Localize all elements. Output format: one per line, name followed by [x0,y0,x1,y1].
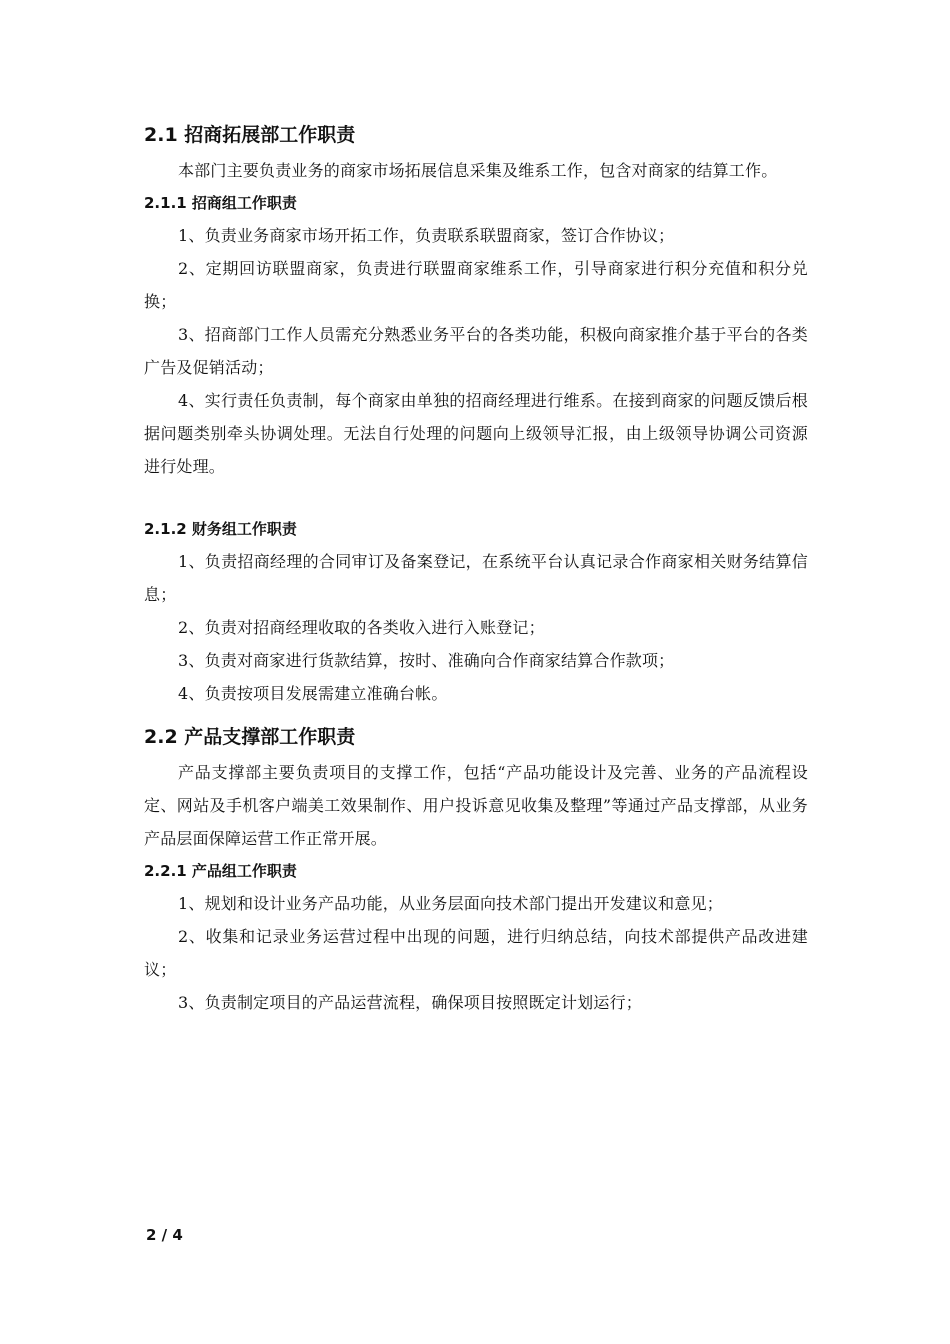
spacer [144,710,808,718]
list-item: 4、实行责任负责制，每个商家由单独的招商经理进行维系。在接到商家的问题反馈后根据问题类别牵头协调处理。无法自行处理的问题向上级领导汇报，由上级领导协调公司资源进行处理。 [144,391,808,476]
section-heading-2-2: 2.2 产品支撑部工作职责 [144,726,356,748]
list-item: 3、招商部门工作人员需充分熟悉业务平台的各类功能，积极向商家推介基于平台的各类广告及促销活动； [144,325,808,377]
page-content [144,116,808,1019]
list-item: 3、负责制定项目的产品运营流程，确保项目按照既定计划运行； [178,993,642,1012]
list-item: 3、负责对商家进行货款结算，按时、准确向合作商家结算合作款项； [178,651,675,670]
list-item: 2、收集和记录业务运营过程中出现的问题，进行归纳总结，向技术部提供产品改进建议； [144,927,808,979]
list-item: 1、负责招商经理的合同审订及备案登记，在系统平台认真记录合作商家相关财务结算信息； [144,552,808,604]
section-heading-2-1: 2.1 招商拓展部工作职责 [144,124,356,146]
list-item: 4、负责按项目发展需建立准确台帐。 [178,684,448,703]
list-item: 1、规划和设计业务产品功能，从业务层面向技术部门提出开发建议和意见； [178,894,723,913]
spacer [144,483,808,513]
subsection-heading-2-1-1: 2.1.1 招商组工作职责 [144,194,297,212]
section-2-1-intro: 本部门主要负责业务的商家市场拓展信息采集及维系工作，包含对商家的结算工作。 [178,161,778,180]
subsection-heading-2-2-1: 2.2.1 产品组工作职责 [144,862,297,880]
list-item: 1、负责业务商家市场开拓工作，负责联系联盟商家，签订合作协议； [178,226,675,245]
subsection-heading-2-1-2: 2.1.2 财务组工作职责 [144,520,297,538]
list-item: 2、定期回访联盟商家，负责进行联盟商家维系工作，引导商家进行积分充值和积分兑换； [144,259,808,311]
list-item: 2、负责对招商经理收取的各类收入进行入账登记； [178,618,545,637]
section-2-2-intro: 产品支撑部主要负责项目的支撑工作，包括“产品功能设计及完善、业务的产品流程设定、网站及手机客户端美工效果制作、用户投诉意见收集及整理”等通过产品支撑部，从业务产品层面保障运营工作正常开展。 [144,763,808,848]
page-number: 2 / 4 [146,1226,183,1244]
